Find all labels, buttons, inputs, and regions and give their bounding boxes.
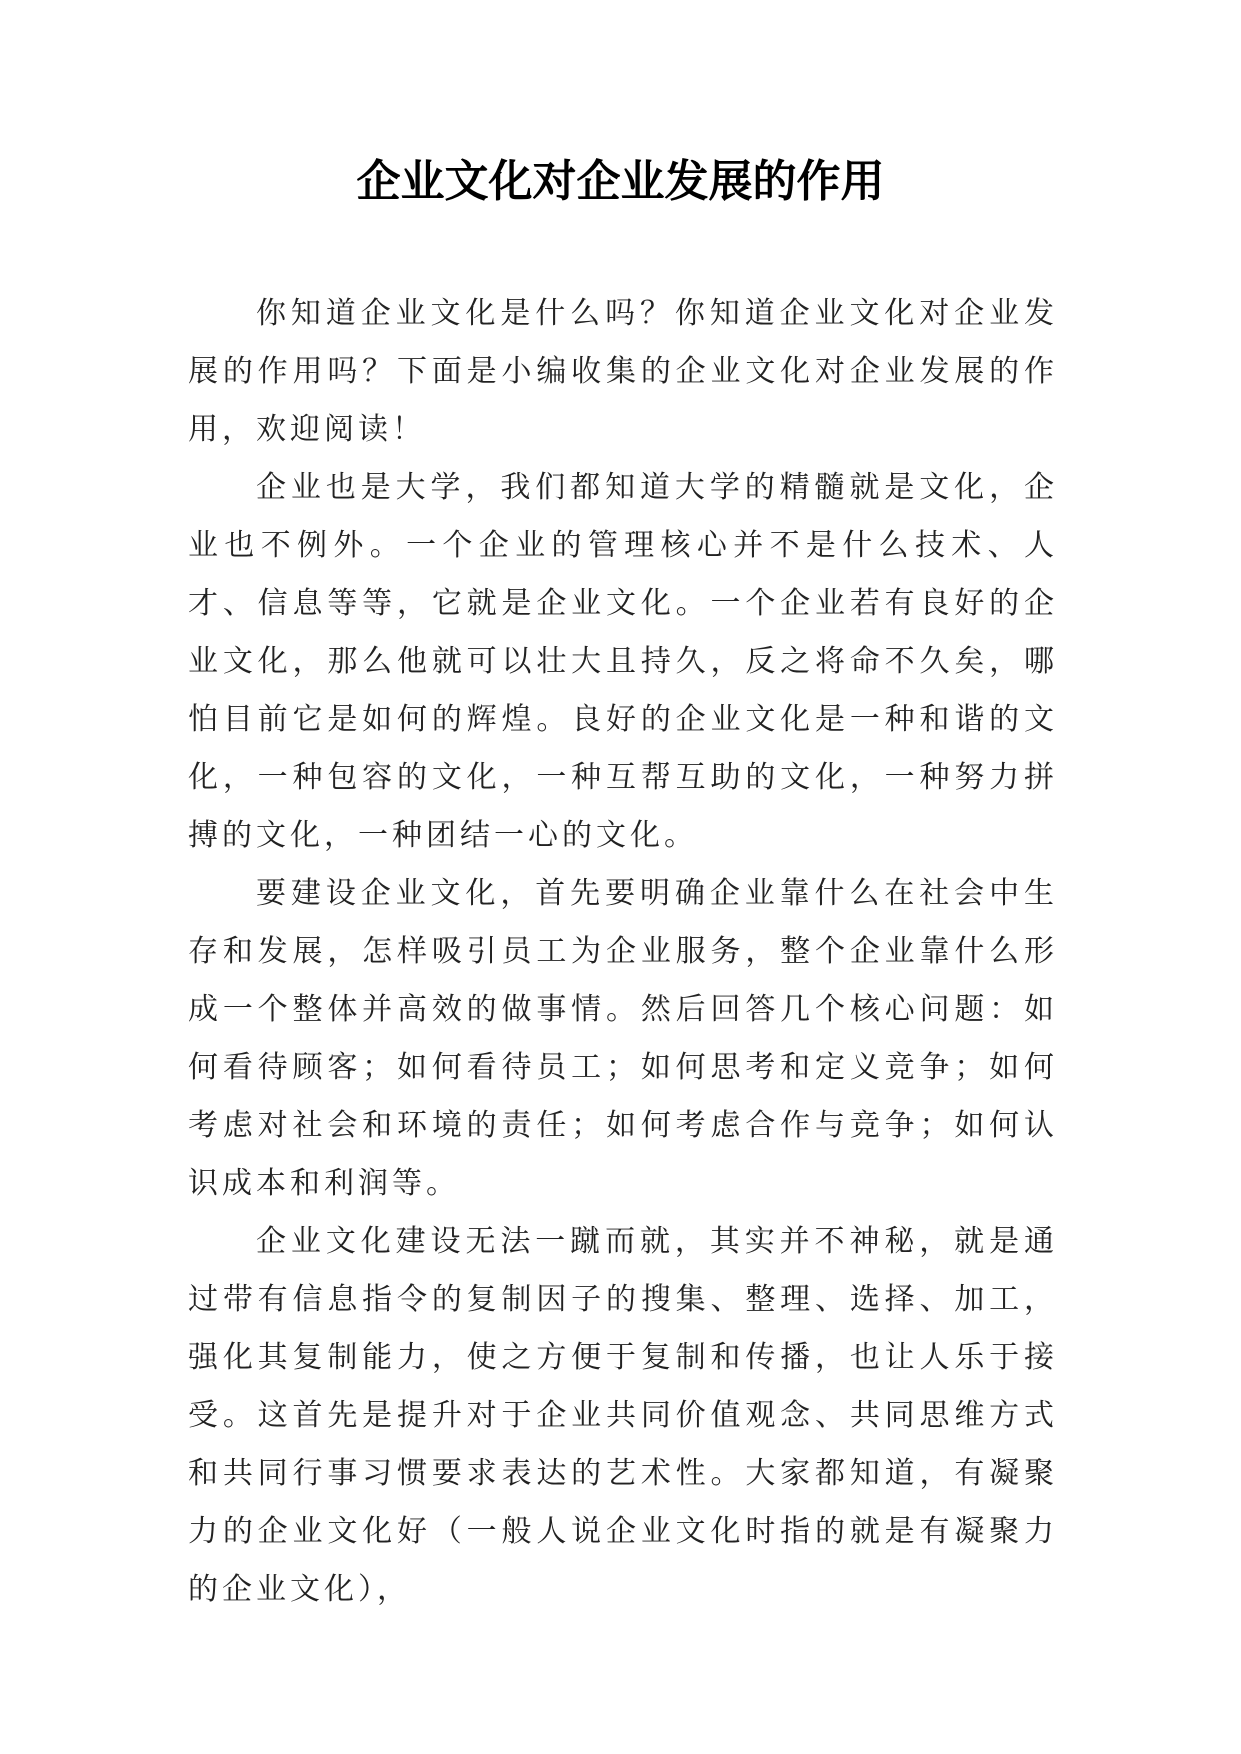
paragraph-building-culture: 要建设企业文化，首先要明确企业靠什么在社会中生存和发展，怎样吸引员工为企业服务，整个企业靠什么形成一个整体并高效的做事情。然后回答几个核心问题：如何看待顾客；如何看待员工；如何思考和定义竞争；如何考虑对社会和环境的责任；如何考虑合作与竞争；如何认识成本和利润等。 [188,876,1058,1201]
paragraph-university-analogy: 企业也是大学，我们都知道大学的精髓就是文化，企业也不例外。一个企业的管理核心并不是什么技术、人才、信息等等，它就是企业文化。一个企业若有良好的企业文化，那么他就可以壮大且持久，反之将命不久矣，哪怕目前它是如何的辉煌。良好的企业文化是一种和谐的文化，一种包容的文化，一种互帮互助的文化，一种努力拼搏的文化，一种团结一心的文化。 [188,470,1058,853]
paragraph-intro: 你知道企业文化是什么吗？你知道企业文化对企业发展的作用吗？下面是小编收集的企业文化对企业发展的作用，欢迎阅读！ [188,296,1058,447]
document-body [188,285,1058,1619]
paragraph-culture-construction: 企业文化建设无法一蹴而就，其实并不神秘，就是通过带有信息指令的复制因子的搜集、整理、选择、加工，强化其复制能力，使之方便于复制和传播，也让人乐于接受。这首先是提升对于企业共同价值观念、共同思维方式和共同行事习惯要求表达的艺术性。大家都知道，有凝聚力的企业文化好（一般人说企业文化时指的就是有凝聚力的企业文化）， [188,1224,1058,1607]
document-title: 企业文化对企业发展的作用 [356,156,885,207]
